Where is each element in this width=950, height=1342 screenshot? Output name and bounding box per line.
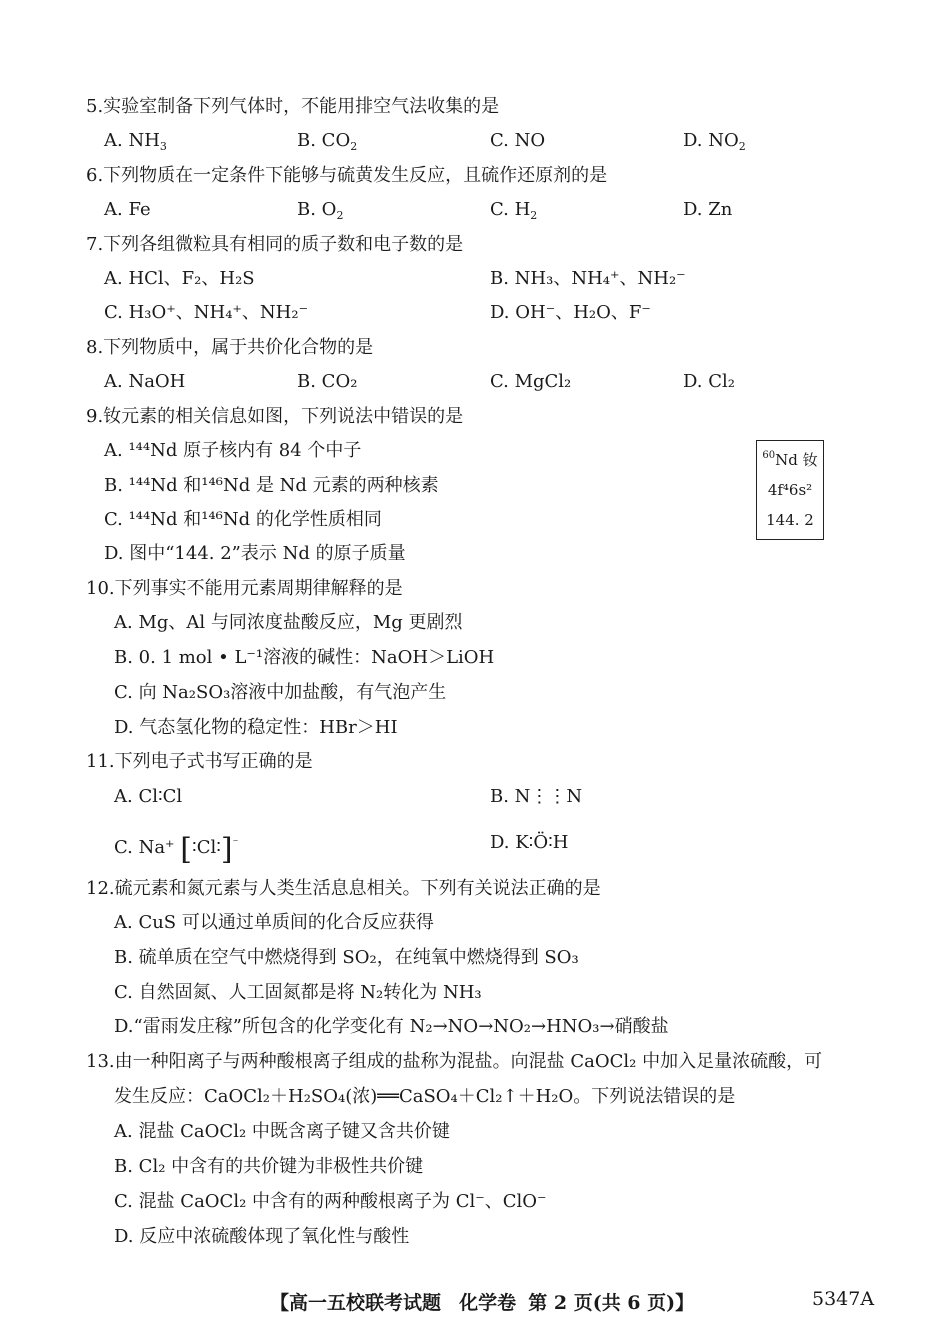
- q8-option-a: A. NaOH: [104, 371, 186, 392]
- page-footer: 【高一五校联考试题 化学卷 第 2 页(共 6 页)】: [270, 1292, 695, 1314]
- q11-option-b: B. N⋮⋮N: [490, 786, 583, 807]
- q8-option-c: C. MgCl₂: [490, 371, 572, 392]
- q7-option-c: C. H₃O⁺、NH₄⁺、NH₂⁻: [104, 302, 309, 323]
- q9-option-c: C. ¹⁴⁴Nd 和¹⁴⁶Nd 的化学性质相同: [104, 509, 382, 530]
- element-config: 4f⁴6s²: [767, 481, 813, 499]
- q13-option-a: A. 混盐 CaOCl₂ 中既含离子键又含共价键: [114, 1121, 450, 1142]
- q11-option-c: C. Na⁺ [∶Cl∶]⁻: [114, 832, 239, 867]
- q12-option-a: A. CuS 可以通过单质间的化合反应获得: [114, 912, 434, 933]
- exam-code: 5347A: [812, 1288, 875, 1310]
- q13-option-b: B. Cl₂ 中含有的共价键为非极性共价键: [114, 1156, 424, 1177]
- q6-stem: 6.下列物质在一定条件下能够与硫黄发生反应，且硫作还原剂的是: [86, 165, 608, 186]
- q10-option-b: B. 0. 1 mol • L⁻¹溶液的碱性：NaOH＞LiOH: [114, 647, 495, 668]
- right-bracket: ]: [220, 832, 233, 867]
- q11-option-d: D. K∶Ö∶H: [490, 832, 569, 853]
- element-mass: 144. 2: [766, 511, 814, 529]
- q11-option-a: A. Cl∶Cl: [114, 786, 183, 807]
- q12-option-b: B. 硫单质在空气中燃烧得到 SO₂，在纯氧中燃烧得到 SO₃: [114, 947, 579, 968]
- q10-option-a: A. Mg、Al 与同浓度盐酸反应，Mg 更剧烈: [114, 612, 463, 633]
- q9-option-a: A. ¹⁴⁴Nd 原子核内有 84 个中子: [104, 440, 362, 461]
- q13-stem-line2: 发生反应：CaOCl₂＋H₂SO₄(浓)══CaSO₄＋Cl₂↑＋H₂O。下列说法错误的是: [114, 1086, 736, 1107]
- q5-stem: 5.实验室制备下列气体时，不能用排空气法收集的是: [86, 96, 500, 117]
- q5-option-c: C. NO: [490, 130, 546, 151]
- q8-stem: 8.下列物质中，属于共价化合物的是: [86, 337, 374, 358]
- q13-option-d: D. 反应中浓硫酸体现了氧化性与酸性: [114, 1226, 410, 1247]
- left-bracket: [: [180, 832, 193, 867]
- q12-option-d: D.“雷雨发庄稼”所包含的化学变化有 N₂→NO→NO₂→HNO₃→硝酸盐: [114, 1016, 669, 1037]
- q7-stem: 7.下列各组微粒具有相同的质子数和电子数的是: [86, 234, 464, 255]
- q10-stem: 10.下列事实不能用元素周期律解释的是: [86, 578, 403, 599]
- element-info-box: [756, 440, 824, 540]
- q9-option-b: B. ¹⁴⁴Nd 和¹⁴⁶Nd 是 Nd 元素的两种核素: [104, 475, 439, 496]
- q7-option-d: D. OH⁻、H₂O、F⁻: [490, 302, 651, 323]
- q8-option-d: D. Cl₂: [683, 371, 735, 392]
- q8-option-b: B. CO₂: [297, 371, 358, 392]
- q9-option-d: D. 图中“144. 2”表示 Nd 的原子质量: [104, 543, 406, 564]
- q13-option-c: C. 混盐 CaOCl₂ 中含有的两种酸根离子为 Cl⁻、ClO⁻: [114, 1191, 547, 1212]
- q7-option-b: B. NH₃、NH₄⁺、NH₂⁻: [490, 268, 686, 289]
- q6-option-a: A. Fe: [104, 199, 151, 220]
- q7-option-a: A. HCl、F₂、H₂S: [104, 268, 255, 289]
- q12-option-c: C. 自然固氮、人工固氮都是将 N₂转化为 NH₃: [114, 982, 482, 1003]
- q6-option-b: B. $O_2$: [297, 199, 344, 222]
- q11-stem: 11.下列电子式书写正确的是: [86, 751, 313, 772]
- q10-option-d: D. 气态氢化物的稳定性：HBr＞HI: [114, 717, 398, 738]
- q12-stem: 12.硫元素和氮元素与人类生活息息相关。下列有关说法正确的是: [86, 878, 601, 899]
- q10-option-c: C. 向 Na₂SO₃溶液中加盐酸，有气泡产生: [114, 682, 447, 703]
- q6-option-c: C. $H_2$: [490, 199, 538, 222]
- q9-stem: 9.钕元素的相关信息如图，下列说法中错误的是: [86, 406, 464, 427]
- element-header: $^{60}$Nd 钕: [762, 450, 818, 469]
- q5-option-a: A. $NH_3$: [104, 130, 167, 153]
- q13-stem-line1: 13.由一种阳离子与两种酸根离子组成的盐称为混盐。向混盐 CaOCl₂ 中加入足量浓硫酸，可: [86, 1051, 823, 1072]
- q5-option-b: B. $CO_2$: [297, 130, 358, 153]
- q5-option-d: D. $NO_2$: [683, 130, 746, 153]
- q6-option-d: D. Zn: [683, 199, 733, 220]
